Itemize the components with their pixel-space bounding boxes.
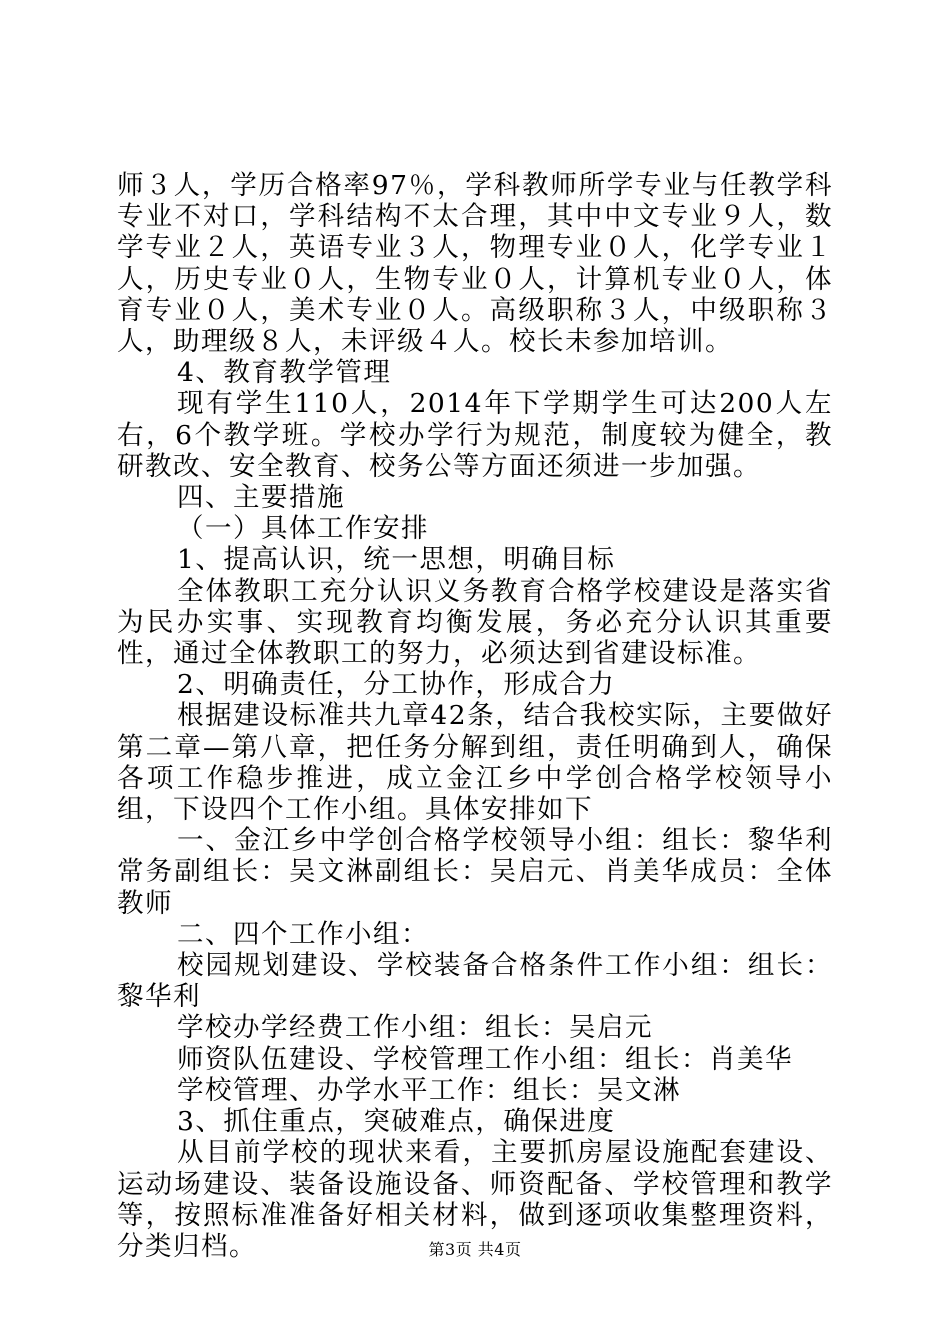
heading-clarify-responsibility: 2、明确责任，分工协作，形成合力: [177, 669, 616, 701]
paragraph-student-count: 现有学生110人，2014年下学期学生可达200人左右，6个教学班。学校办学行为规范，制度较为健全，教研教改、安全教育、校务公等方面还须进一步加强。: [117, 388, 833, 482]
heading-main-measures: 四、主要措施: [177, 482, 345, 514]
document-body: [117, 170, 833, 1262]
paragraph-teacher-stats: 师３人，学历合格率97％，学科教师所学专业与任教学科专业不对口，学科结构不太合理，其中中文专业９人，数学专业２人，英语专业３人，物理专业０人，化学专业１人，历史专业０人，生物专业０人，计算机专业０人，体育专业０人，美术专业０人。高级职称３人，中级职称３人，助理级８人，未评级４人。校长未参加培训。: [117, 170, 833, 358]
paragraph-key-points: 从目前学校的现状来看，主要抓房屋设施配套建设、运动场建设、装备设施设备、师资配备、学校管理和教学等，按照标准准备好相关材料，做到逐项收集整理资料，分类归档。: [117, 1137, 833, 1262]
heading-key-points: 3、抓住重点，突破难点，确保进度: [177, 1106, 616, 1138]
paragraph-awareness: 全体教职工充分认识义务教育合格学校建设是落实省为民办实事、实现教育均衡发展，务必充分认识其重要性，通过全体教职工的努力，必须达到省建设标准。: [117, 575, 833, 670]
page-number-footer: 第3页 共4页: [428, 1240, 522, 1259]
work-group-teacher-team: 师资队伍建设、学校管理工作小组：组长：肖美华: [177, 1043, 793, 1075]
heading-work-arrangement: （一）具体工作安排: [177, 513, 429, 545]
heading-four-work-groups: 二、四个工作小组：: [177, 918, 429, 950]
work-group-campus-planning: 校园规划建设、学校装备合格条件工作小组：组长：黎华利: [117, 950, 833, 1013]
paragraph-leadership-group: 一、金江乡中学创合格学校领导小组：组长：黎华利常务副组长：吴文淋副组长：吴启元、肖美华成员：全体教师: [117, 825, 833, 919]
heading-teaching-management: 4、教育教学管理: [177, 357, 392, 389]
heading-raise-awareness: 1、提高认识，统一思想，明确目标: [177, 544, 616, 576]
work-group-funding: 学校办学经费工作小组：组长：吴启元: [177, 1012, 653, 1044]
paragraph-responsibility: 根据建设标准共九章42条，结合我校实际，主要做好第二章—第八章，把任务分解到组，责任明确到人，确保各项工作稳步推进，成立金江乡中学创合格学校领导小组，下设四个工作小组。具体安排如下: [117, 700, 833, 826]
work-group-school-management: 学校管理、办学水平工作：组长：吴文淋: [177, 1074, 681, 1106]
